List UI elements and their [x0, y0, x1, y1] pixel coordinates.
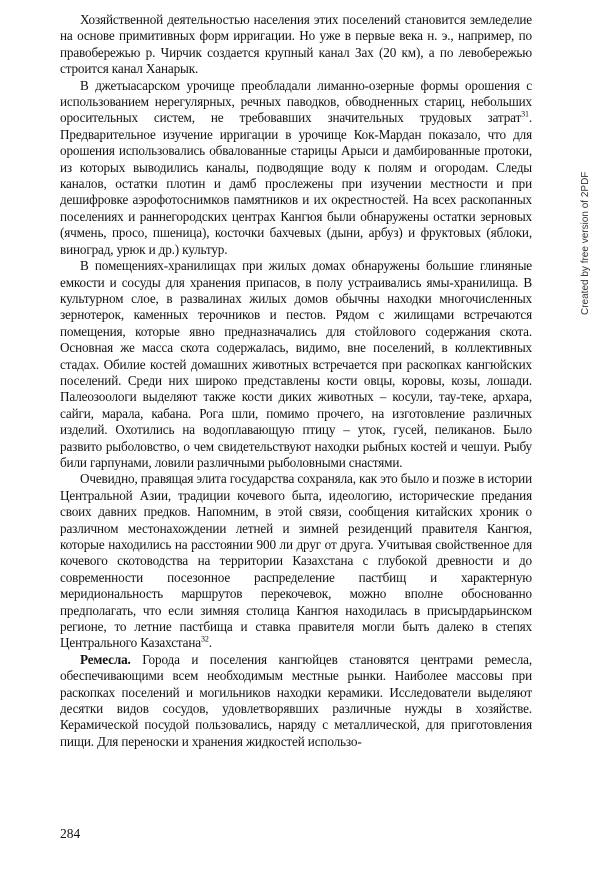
paragraph-3: В помещениях-хранилищах при жилых домах обнаружены большие глиняные емкости и сосуды для хранения припасов, в полу устраивались ямы-хранилища. В культурном слое, в развалинах жилых домов обычны находки многочисленных зернотерок, каменных терочников и пестов. Рядом с жилищами встречаются помещения, которые явно предназначались для стойлового содержания скота. Основная же масса скота содержалась, видимо, вне поселений, в коллективных стадах. Обилие костей домашних животных встречается при раскопках кангюйских поселений. Среди них широко представлены кости овцы, коровы, козы, лошади. Палеозоологи выделяют также кости диких животных – косули, тау-теке, архара, сайги, марала, кабана. Рога шли, помимо прочего, на изготовление различных изделий. Охотились на водоплавающую птицу – уток, гусей, пеликанов. Было развито рыболовство, о чем свидетельствуют находки рыбных костей и чешуи. Рыбу били гарпунами, ловили различными рыболовными снастями.: [60, 258, 532, 470]
footnote-ref-32: 32: [200, 635, 209, 645]
paragraph-4-text-end: .: [208, 635, 212, 651]
paragraph-1: Хозяйственной деятельностью населения этих поселений становится земледелие на основе примитивных форм ирригации. Но уже в первые века н. э., например, по правобережью р. Чирчик создается крупный канал Зах (20 км), а по левобережью строится канал Ханарык.: [60, 12, 532, 77]
page-number: 284: [60, 826, 81, 841]
paragraph-5-text: Города и поселения кангюйцев становятся центрами ремесла, обеспечивающими всем необходимым местные рынки. Наиболее массовы при раскопках поселений и могильников находки керамики. Исследователи выделяют десятки видов сосудов, удовлетворявших различные нужды в хозяйстве. Керамической посудой пользовались, наряду с металлической, для приготовления пищи. Для переноски и хранения жидкостей использо-: [60, 651, 532, 749]
paragraph-4-text-start: Очевидно, правящая элита государства сохраняла, как это было и позже в истории Центральной Азии, традиции кочевого быта, идеологию, исторические предания своих давних предков. Напомним, в этой связи, сообщения китайских хроник о различном местонахождении летней и зимней резиденций правителя Кангюя, которые находились на расстоянии 900 ли друг от друга. Учитывая свойственное для кочевого скотоводства на территории Казахстана с глубокой древности и до современности посезонное распределение пастбищ и характерную меридиональность маршрутов перекочевок, можно вполне обоснованно предполагать, что если зимняя столица Кангюя находилась в присырдарьинском регионе, то летние пастбища и ставка правителя могли быть далеко в степях Центрального Казахстана: [60, 471, 532, 651]
section-heading-crafts: Ремесла.: [80, 651, 131, 667]
document-body: [60, 12, 532, 750]
footnote-ref-31: 31: [521, 110, 529, 120]
paragraph-2-text-end: . Предварительное изучение ирригации в урочище Кок-Мардан показало, что для орошения использовались обвалованные старицы Арыси и дамбированные протоки, из которых выводились каналы, подводящие воду к полям и огородам. Следы каналов, остатки плотин и дамб прослежены при изучении местности и при дешифровке аэрофотоснимков памятников и их окрестностей. На всех раскопанных поселениях и раннегородских центрах Кангюя были обнаружены остатки зерновых (ячмень, просо, пшеница), косточки бахчевых (дыни, арбуз) и фруктовых (яблоки, виноград, урюк и др.) культур.: [60, 110, 532, 257]
watermark-text: Created by free version of 2PDF: [580, 171, 591, 315]
paragraph-2-text-start: В джетыасарском урочище преобладали лиманно-озерные формы орошения с использованием нерегулярных, речных паводков, обводненных стариц, небольших оросительных систем, не требовавших значительных трудовых затрат: [60, 77, 532, 126]
paragraph-2: [60, 78, 532, 258]
paragraph-5: [60, 652, 532, 750]
paragraph-4: [60, 471, 532, 651]
